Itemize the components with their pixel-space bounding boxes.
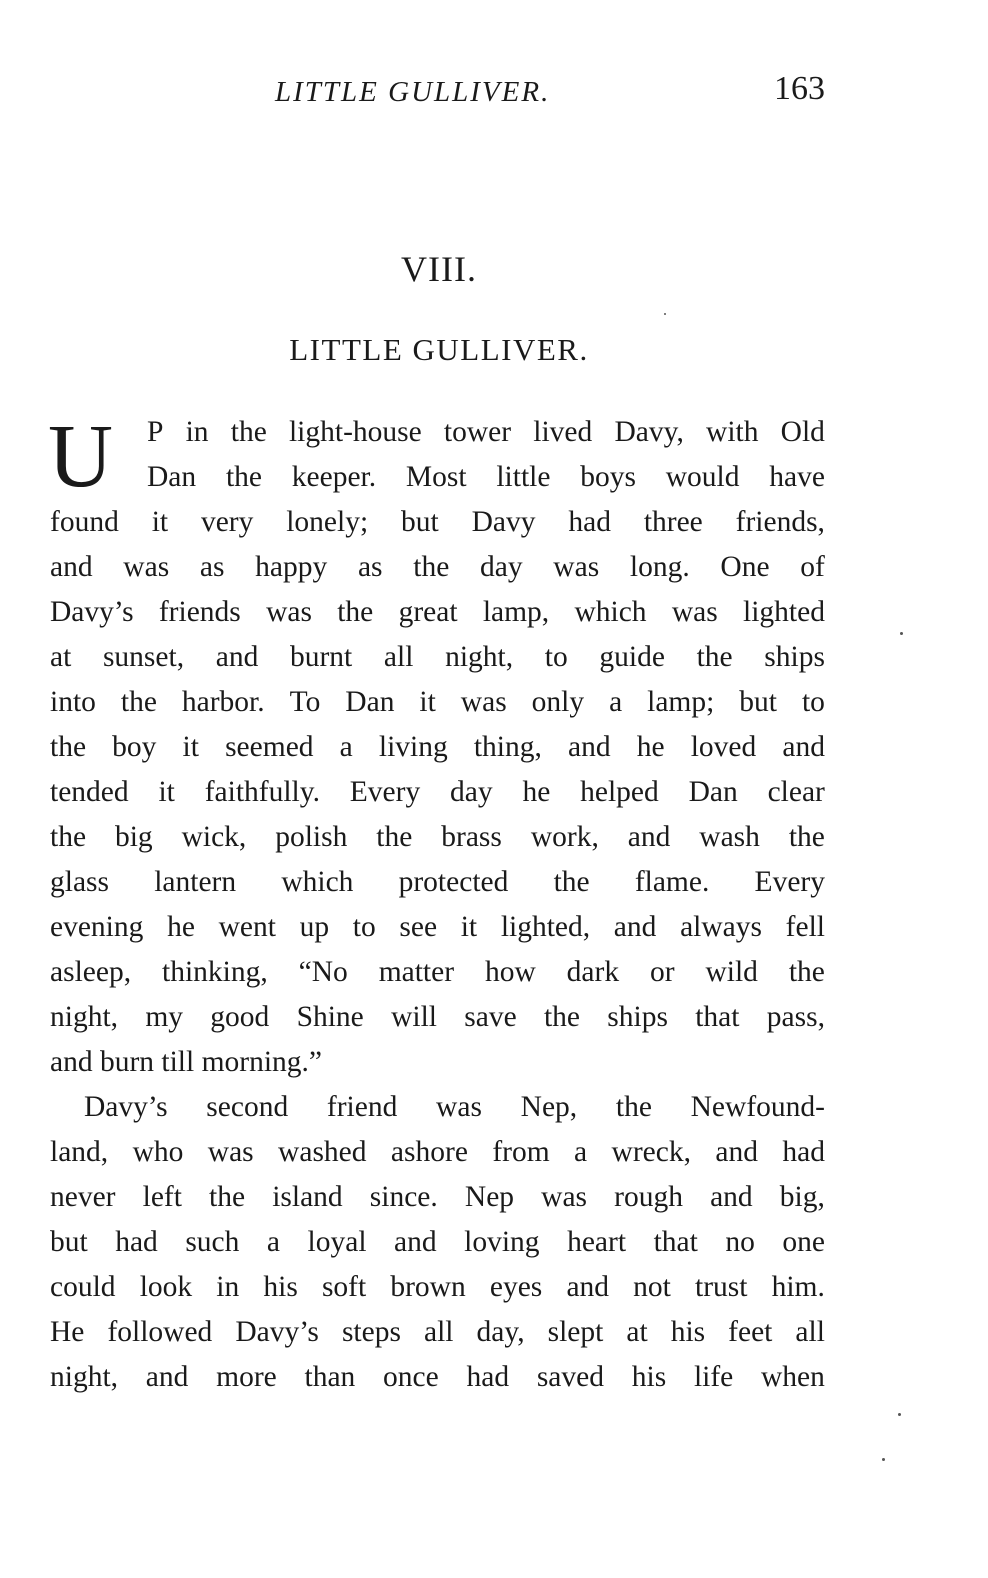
text-line: Davy’s friends was the great lamp, which was lighted xyxy=(50,596,825,628)
text-line: could look in his soft brown eyes and not trust him. xyxy=(50,1271,825,1303)
text-line: at sunset, and burnt all night, to guide the ships xyxy=(50,641,825,673)
text-line: asleep, thinking, “No matter how dark or wild the xyxy=(50,956,825,988)
text-line: night, and more than once had saved his life when xyxy=(50,1361,825,1393)
running-head xyxy=(50,70,825,114)
print-speck xyxy=(900,632,903,635)
text-line: tended it faithfully. Every day he helped Dan clear xyxy=(50,776,825,808)
text-line: night, my good Shine will save the ships that pass, xyxy=(50,1001,825,1033)
chapter-number: VIII. xyxy=(401,249,477,289)
text-line: P in the light-house tower lived Davy, with Old xyxy=(147,416,825,448)
body-text xyxy=(48,407,825,1400)
page-number: 163 xyxy=(774,70,825,107)
text-line: Davy’s second friend was Nep, the Newfound- xyxy=(84,1091,825,1123)
text-line: the big wick, polish the brass work, and wash the xyxy=(50,821,825,853)
text-line: and was as happy as the day was long. One of xyxy=(50,551,825,583)
chapter-title: LITTLE GULLIVER. xyxy=(289,332,589,367)
text-line: the boy it seemed a living thing, and he loved and xyxy=(50,731,825,763)
text-line: but had such a loyal and loving heart that no one xyxy=(50,1226,825,1258)
text-line: He followed Davy’s steps all day, slept at his feet all xyxy=(50,1316,825,1348)
running-head-title: LITTLE GULLIVER. xyxy=(275,76,551,108)
text-line: never left the island since. Nep was rough and big, xyxy=(50,1181,825,1213)
print-speck xyxy=(898,1413,901,1416)
text-line: found it very lonely; but Davy had three friends, xyxy=(50,506,825,538)
text-line: land, who was washed ashore from a wreck, and had xyxy=(50,1136,825,1168)
print-speck xyxy=(882,1458,885,1461)
text-line: glass lantern which protected the flame. Every xyxy=(50,866,825,898)
text-line: Dan the keeper. Most little boys would have xyxy=(147,461,825,493)
print-speck xyxy=(664,313,666,315)
text-line: into the harbor. To Dan it was only a lamp; but to xyxy=(50,686,825,718)
text-line: evening he went up to see it lighted, and always fell xyxy=(50,911,825,943)
text-line: and burn till morning.” xyxy=(50,1046,323,1078)
drop-cap: U xyxy=(48,407,113,506)
text-lines xyxy=(48,407,825,1400)
